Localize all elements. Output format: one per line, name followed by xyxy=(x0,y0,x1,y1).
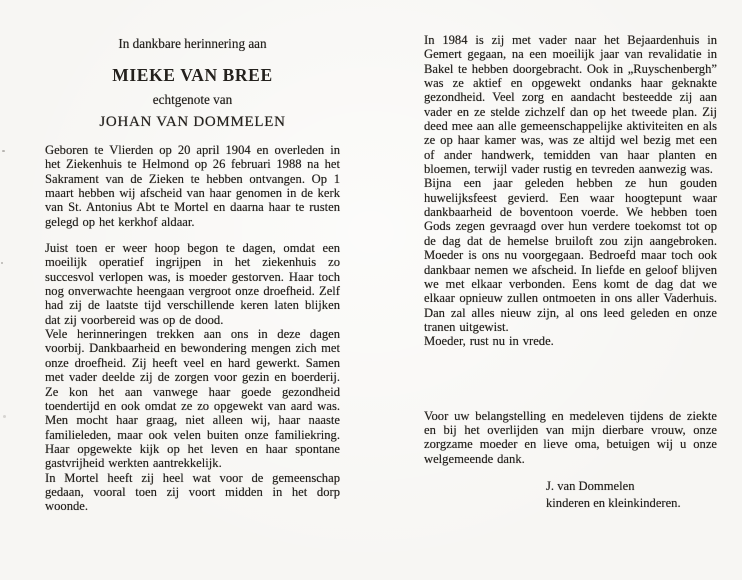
paragraph-rest-in-peace: Moeder, rust nu in vrede. xyxy=(424,334,554,349)
memorial-intro-line: In dankbare herinnering aan xyxy=(118,36,267,51)
scan-speck xyxy=(1,262,3,264)
paragraph-retirement-home: In 1984 is zij met vader naar het Bejaardenhuis in Gemert gegaan, na een moeilijk jaar van revalidatie in Bakel te hebben doorgebracht. Ook in „Ruyschenbergh” was ze aktief en opgewekt ondanks haar geknakte gezondheid. Veel zorg en aandacht besteedde zij aan vader en ze stelde zichzelf dan op het tweede plan. Zij deed mee aan alle gemeenschappelijke aktiviteiten en als ze op haar kamer was, was ze altijd wel bezig met een of ander handwerk, temidden van haar planten en bloemen, terwijl vader rustig en tevreden aanwezig was. xyxy=(424,33,717,177)
right-page xyxy=(424,33,717,513)
signature-subline: kinderen en kleinkinderen. xyxy=(546,496,681,511)
scan-speck xyxy=(2,150,5,152)
signature-block xyxy=(424,478,717,513)
paragraph-memories: Vele herinneringen trekken aan ons in deze dagen voorbij. Dankbaarheid en bewondering mengen zich met onze droefheid. Zij heeft veel en hard gewerkt. Samen met vader deelde zij de zorgen voor gezin en boerderij. Ze kon het aan vanwege haar goede gezondheid toendertijd en ook omdat ze zo opgewekt van aard was. Men mocht haar graag, niet alleen wij, haar naaste familieleden, maar ook velen buiten onze familiekring. Haar opgewekte kijk op het leven en haar spontane gastvrijheid werkten aantrekkelijk. xyxy=(45,327,340,471)
relation-line: echtgenote van xyxy=(152,92,233,107)
paragraph-acknowledgement: Voor uw belangstelling en medeleven tijdens de ziekte en bij het overlijden van mijn dierbare vrouw, onze zorgzame moeder en lieve oma, betuigen wij u onze welgemeende dank. xyxy=(424,408,717,466)
paragraph-community: In Mortel heeft zij heel wat voor de gemeenschap gedaan, vooral toen zij voort midden in het dorp woonde. xyxy=(45,470,340,514)
scan-speck xyxy=(3,415,6,418)
deceased-name: MIEKE VAN BREE xyxy=(112,65,273,85)
paragraph-unexpected-passing: Juist toen er weer hoop begon te dagen, omdat een moeilijk operatief ingrijpen in het ziekenhuis zo succesvol verlopen was, is moeder gestorven. Haar toch nog onverwachte heengaan vergroot onze droefheid. Zelf had zij de laatste tijd verschillende keren laten blijken dat zij voorbereid was op de dood. xyxy=(45,241,340,327)
signature-name: J. van Dommelen xyxy=(546,478,635,493)
left-page xyxy=(45,30,340,514)
paragraph-birth-and-death: Geboren te Vlierden op 20 april 1904 en overleden in het Ziekenhuis te Helmond op 26 februari 1988 na het Sakrament van de Zieken te hebben ontvangen. Op 1 maart hebben wij afscheid van haar genomen in de kerk van St. Antonius Abt te Mortel en daarna haar te rusten gelegd op het kerkhof aldaar. xyxy=(45,143,340,229)
paragraph-golden-anniversary: Bijna een jaar geleden hebben ze hun gouden huwelijksfeest gevierd. Een waar hoogtepunt waar dankbaarheid de boventoon voerde. We hebben toen Gods zegen gevraagd over hun verdere toekomst tot op de dag dat de hemelse bruiloft zou zijn aangebroken. Moeder is ons nu voorgegaan. Bedroefd maar toch ook dankbaar nemen we afscheid. In liefde en geloof blijven we met elkaar verbonden. Eens komt de dag dat we elkaar opnieuw zullen ontmoeten in ons aller Vaderhuis. Dan zal alles nieuw zijn, al ons leed geleden en onze tranen uitgewist. xyxy=(424,176,717,334)
spouse-name: JOHAN VAN DOMMELEN xyxy=(99,114,286,130)
